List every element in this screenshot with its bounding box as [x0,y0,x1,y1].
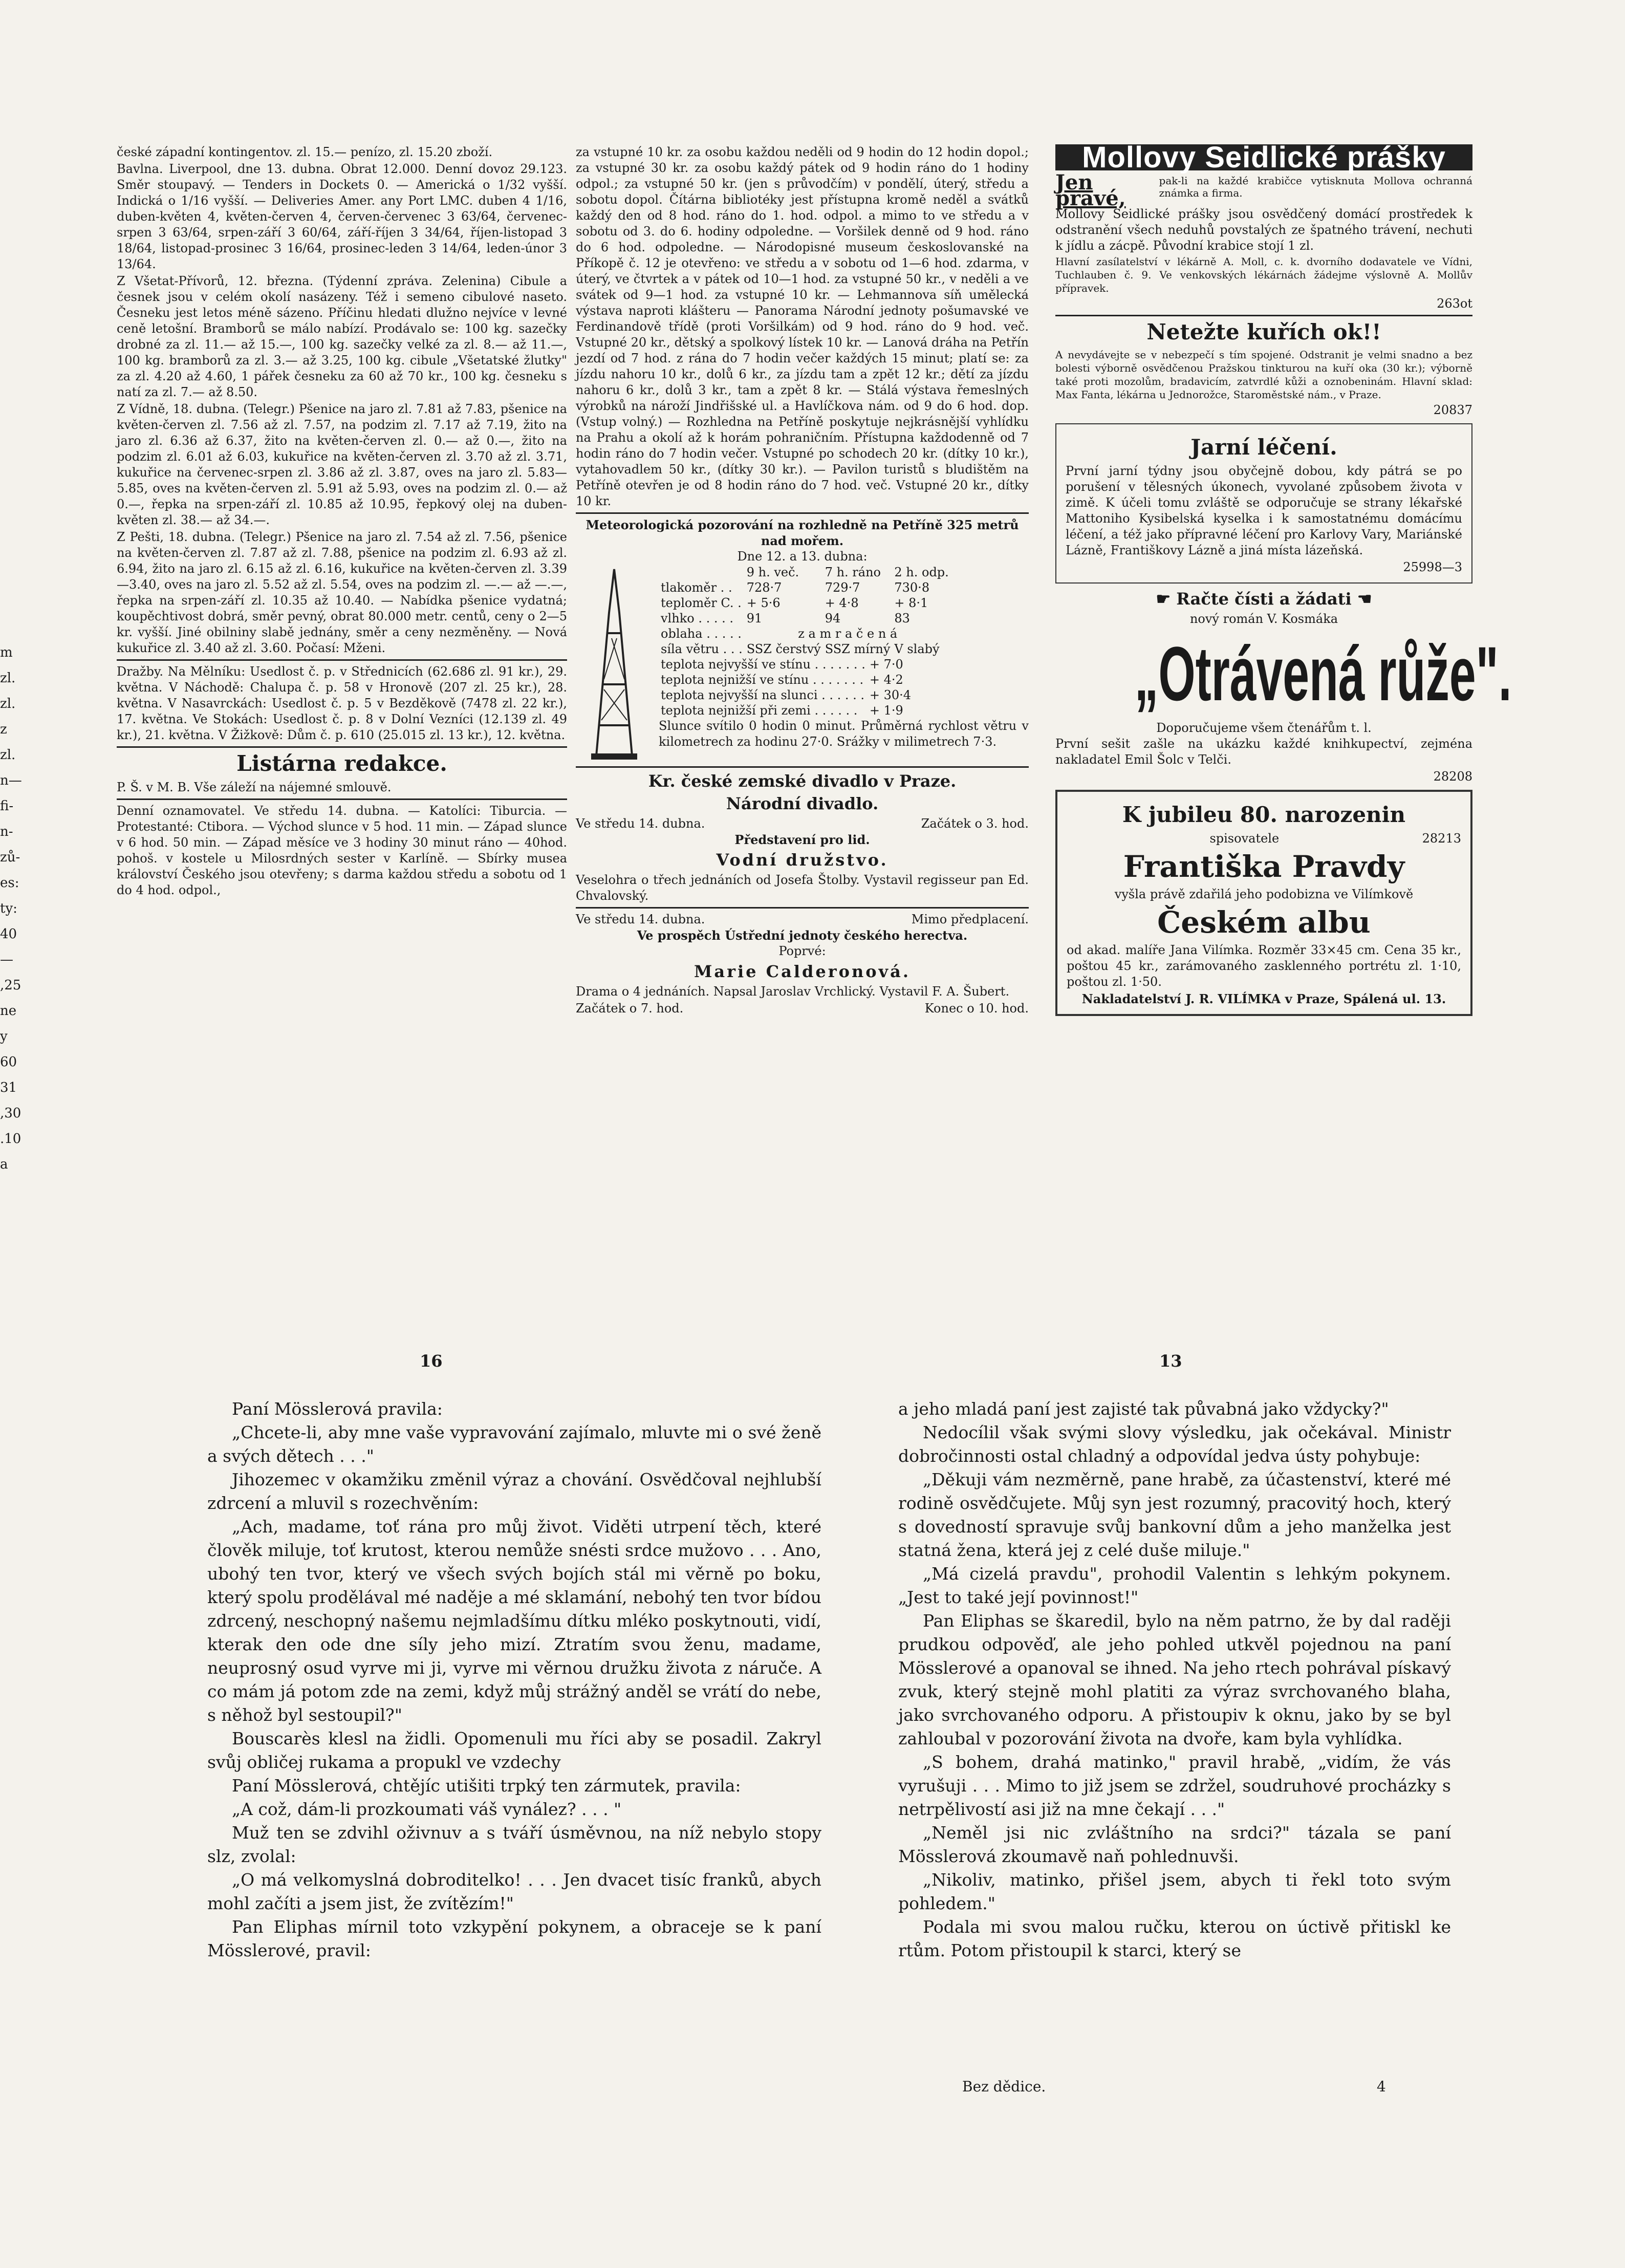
fragment: y [0,1029,8,1044]
moll-code: 263ot [1437,296,1472,311]
t2-first: Poprvé: [778,944,826,958]
meteo-header-row [659,565,951,580]
meteo-label: síla větru . . . [661,642,743,656]
col1-p6: Dražby. Na Mělníku: Usedlost č. p. v Střednicích (62.686 zl. 91 kr.), 29. května. V Náchodě: Chalupa č. p. 58 v Hronově (207 zl. 25 kr.), 28. května. V Nasavrckách: Usedlost č. p. 5 v Bezděkově (7478 zl. 22 kr.), 17. května. Ve Stokách: Usedlost č. p. 8 v Dolní Vezníci (12.139 zl. 49 kr.), 21. května. V Žižkově: Dům č. p. 610 (25.015 zl. 13 kr.), 12. května. [117,664,567,742]
fragment: zl. [0,696,16,711]
t2-note: Mimo předplacení. [911,912,1029,926]
footer-signature: Bez dědice. [962,2078,1046,2095]
moll-jen-pravo [1055,170,1472,210]
story-paragraph: „Ach, madame, toť rána pro můj život. Viděti utrpení těch, které člověk miluje, toť krutost, kterou nemůže snésti srdce mužovo . . . Ano, ubohý ten tvor, který ve všech svých bojích stál mi věrně po boku, který spolu prodělával mé naděje a mé sklamání, nebohý ten tvor bídou zdrcený, neschopný našemu nejmladšímu dítku mléko poskytnouti, vidí, kterak den ode dne síly jeho mizí. Ztratím svou ženu, madame, neuprosný osud vyrve mi ji, vyrve mi věrnou družku života z náruče. A co mám já potom zde na zemi, když můj strážný anděl se vrátí do nebe, s něhož byl sestoupil?" [207,1517,821,1725]
temp-val: + 1·9 [869,703,903,718]
fragment: — [0,952,13,967]
story-paragraph: Muž ten se zdvihl oživnuv a s tváří úsměvnou, na níž nebylo stopy slz, zvolal: [207,1823,821,1866]
pointing-hand-icon: ☛ [1156,589,1177,609]
spisovatele: spisovatele [1209,831,1280,846]
jarni-ad [1055,423,1472,584]
temp-label: teplota nejvyšší ve stínu . . . . . . . [661,657,865,672]
meteo-label: tlakoměr . . [661,580,732,595]
moll-text: Mollovy Seidlické prášky jsou osvědčený domácí prostředek k odstranění všech neduhů povstalých ze špatného trávení, nechuti k jídlu a zácpě. Původní krabice stojí 1 zl. [1055,207,1472,253]
vysla: vyšla právě zdařilá jeho podobizna ve Vilímkově [1114,887,1414,901]
divider [576,766,1029,768]
jen-pravo-note: pak-li na každé krabičce vytisknuta Mollova ochranná známka a firma. [1159,175,1472,199]
col1-p4: Z Vídně, 18. dubna. (Telegr.) Pšenice na jaro zl. 7.81 až 7.83, pšenice na květen-červen zl. 7.56 až zl. 7.57, na podzim zl. 7.17 až 7.19, žito na jaro zl. 6.36 až 6.37, žito na květen-červen zl. 0.— až 0.—, žito na podzim zl. 6.01 až 6.03, kukuřice na květen-červen zl. 3.70 až zl. 3.71, kukuřice na červenec-srpen zl. 3.86 až zl. 3.87, oves na jaro zl. 5.83—5.85, oves na květen-červen zl. 5.91 až 5.93, oves na podzim zl. 0.— až 0.—, řepka na srpen-září zl. 10.85 až 10.95, řepkový olej na duben-květen zl. 38.— až 34.—. [117,402,567,527]
story-paragraph: „A což, dám-li prozkoumati váš vynález? . . . " [232,1799,622,1819]
divider [576,907,1029,909]
col1-p1: české západní kontingentov. zl. 15.— penízo, zl. 15.20 zboží. [117,145,493,159]
spis-code: 28213 [1422,831,1461,846]
temp-table [659,657,913,718]
fragment: 31 [0,1080,17,1095]
fragment: fi- [0,798,14,814]
meteo-val: 730·8 [894,580,930,595]
fragment: zů- [0,850,20,865]
story-paragraph: „Má cizelá pravdu", prohodil Valentin s lehkým pokynem. „Jest to také její povinnost!" [898,1564,1451,1607]
lower-right-column [898,1397,1451,1962]
fragment: 40 [0,926,17,942]
spis-row [1067,831,1461,847]
column-3-ads [1055,141,1512,1021]
temp-row [659,672,913,687]
meteo-val: + 4·8 [825,596,859,610]
lower-left-column [207,1397,821,1962]
prvni-code: 28208 [1433,769,1472,784]
column-2 [576,144,1029,1017]
meteo-title: Meteorologická pozorování na rozhledně na Petříně 325 metrů nad mořem. [586,517,1019,548]
t1-info [576,816,1029,832]
t1-day: Ve středu 14. dubna. [576,816,705,831]
col1-p3: Z Všetat-Přívorů, 12. března. (Týdenní zpráva. Zelenina) Cibule a česnek jsou v celém okolí nasázeny. Též i semeno cibulové naseto. Česneku jest letos méně sázeno. Příčinu hledati dlužno nejvíce v levné ceně letošní. Bramborů se málo nabízí. Prodávalo se: 100 kg. sazečky drobné za zl. 11.— až 15.—, 100 kg. sazečky velké za zl. 8.— až 11.—, 100 kg. bramborů za zl. 3.— až 3.25, 100 kg. cibule „Všetatské žlutky" za zl. 4.20 až 4.60, 1 pářek česneku za 60 až 70 kr., 100 kg. česneku s natí za zl. 7.— až 8.50. [117,274,567,399]
col2-p1: za vstupné 10 kr. za osobu každou neděli od 9 hodin do 12 hodin dopol.; za vstupné 30 kr. za osobu každý pátek od 9 hodin ráno do 1 hodiny odpol.; za vstupné 50 kr. (jen s průvodčím) v pondělí, úterý, středu a sobotu dopol. Čítárna bibliotéky jest přístupna kromě neděl a svátků každý den od 8 hod. ráno do 1. hod. odpol. a mimo to ve středu a v sobotu od 3. do 6. hodiny odpoledne. — Voršilek denně od 9 hod. ráno do 6 hod. odpoledne. — Národopisné museum českoslovanské na Příkopě č. 12 je otevřeno: ve středu a v sobotu od 1—6 hod. zdarma, v úterý, ve čtvrtek a v pátek od 10—1 hod. za vstupné 50 kr., v neděli a ve svátek od 9—1 hod. za vstupné 10 kr. — Lehmannova síň umělecká výstava naproti klášteru — Panorama Národní jednoty pošumavské ve Ferdinandově třídě (proti Voršilkám) od 9 hod. ráno do 9 hod. več. Vstupné 20 kr., dětský a spolkový lístek 10 kr. — Lanová dráha na Petřín jezdí od 7 hod. z rána do 7 hodin večer každých 15 minut; platí se: za jízdu nahoru 10 kr., dolů 6 kr., za jízdu tam a zpět 12 kr.; dětí za jízdu nahoru 6 kr., dolů 3 kr., tam a zpět 8 kr. — Stálá výstava řemeslných výrobků na nároží Jindřišské ul. a Havlíčkova nám. od 9 do 6 hod. dop. (Vstup volný.) — Rozhledna na Petříně poskytuje nejkrásnější vyhlídku na Prahu a okolí až k horám pohraničním. Přístupna každodenně od 7 hodin ráno do 7 hodin večer. Vstupné po schodech 20 kr. (dítky 10 kr.), vytahovadlem 50 kr., (dítky 30 kr.). — Pavilon turistů s bludištěm na Petříně otevřen je od 8 hodin ráno do 7 hod. več. Vstupné 20 kr., dítky 10 kr. [576,145,1029,508]
prvni-sesit: První sešit zašle na ukázku každé knihkupectví, zejména nakladatel Emil Šolc v Telči. [1055,737,1472,767]
fragment: 60 [0,1054,17,1070]
novy-roman: nový román V. Kosmáka [1189,612,1338,626]
jarni-code: 25998—3 [1403,560,1462,574]
racte-text: Račte čísti a žádati [1176,589,1352,609]
temp-label: teplota nejnižší při zemi . . . . . . [661,703,858,718]
divider [117,798,567,800]
page-number-right: 13 [1159,1351,1182,1371]
meteo-val: + 5·6 [746,596,781,610]
fragment: n— [0,773,22,788]
story-paragraph: Pan Eliphas mírnil toto vzkypění pokynem, a obraceje se k paní Mösslerové, pravil: [207,1917,821,1960]
footer-sheet-number: 4 [1377,2078,1386,2095]
meteo-col-1: 7 h. ráno [825,565,881,579]
kurich-text: A nevydávejte se v nebezpečí s tím spojené. Odstranit je velmi snadno a bez bolesti výborně osvědčenou Pražskou tinkturou na kuří oka (30 kr.); výborně také proti mozolům, bradavicím, zatvrdlé kůži a oznobeninám. Hlavní sklad: Max Fanta, lékárna u Jednorožce, Staroměstské nám., v Praze. [1055,349,1472,401]
moll-addr: Hlavní zasílatelství v lékárně A. Moll, c. k. dvorního dodavatele ve Vídni, Tuchlauben č. 9. Ve venkovských lékárnách žádejme výslovně A. Mollův přípravek. [1055,255,1472,294]
page-number-left: 16 [420,1351,443,1371]
meteo-notes: Slunce svítilo 0 hodin 0 minut. Průměrná rychlost větru v kilometrech za hodinu 27·0. Srážky v milimetrech 7·3. [659,719,1029,749]
jubileu-ad [1055,790,1472,1016]
kurich-title: Netežte kuřích ok!! [1146,319,1381,344]
story-paragraph: „Neměl jsi nic zvláštního na srdci?" tázala se paní Mösslerová zkoumavě naň pohlednuvši. [898,1823,1451,1866]
divider [117,746,567,748]
fragment: n- [0,824,13,839]
temp-val: + 7·0 [869,657,903,672]
story-paragraph: Podala mi svou malou ručku, kterou on úctivě přitiskl ke rtům. Potom přistoupil k starci, který se [898,1917,1451,1960]
t1-desc: Veselohra o třech jednáních od Josefa Štolby. Vystavil regisseur pan Ed. Chvalovský. [576,873,1029,903]
meteo-date: Dne 12. a 13. dubna: [737,549,868,564]
temp-val: + 4·2 [869,673,903,687]
pointing-hand-icon: ☚ [1351,589,1372,609]
meteo-val: 91 [746,611,763,625]
fragment: zl. [0,671,16,686]
fragment: a [0,1157,8,1172]
fragment: ,30 [0,1106,21,1121]
temp-label: teplota nejnižší ve stínu . . . . . . . [661,673,864,687]
story-paragraph: Pan Eliphas se škaredil, bylo na něm patrno, že by dal raději prudkou odpověď, ale jeho pohled utkvěl pojednou na paní Mösslerové a opanoval se ihned. Na jeho rtech pohrával pískavý zvuk, který stejně mohl platiti za výraz svrchovaného blaha, jako svrchovaného odporu. A přistoupiv k oknu, jako by se byl zahloubal v pozorování života na dvoře, kam byla vyhlídka. [898,1611,1451,1748]
oblaha-value: z a m r a č e n á [798,627,898,641]
story-paragraph: „Děkuji vám nezměrně, pane hrabě, za účastenství, které mé rodině osvědčujete. Můj syn jest rozumný, pracovitý hoch, který s dovedností spravuje svůj bankovní dům a jeho manželka jest statná žena, která jej z celé duše miluje." [898,1470,1451,1560]
otravena-title: „Otrávená růže". [1134,631,1512,717]
fragment: zl. [0,747,16,763]
theatre-title: Kr. české zemské divadlo v Praze. [648,771,957,791]
fragment: .10 [0,1131,21,1147]
meteo-table [659,565,951,657]
t2-day: Ve středu 14. dubna. [576,912,705,926]
fragment: ty: [0,901,17,916]
t1-label: Představení pro lid. [734,832,870,847]
story-paragraph: Bouscarès klesl na židli. Opomenuli mu říci aby se posadil. Zakryl svůj obličej rukama a propukl ve vzdechy [207,1729,821,1772]
story-paragraph: Jihozemec v okamžiku změnil výraz a chování. Osvědčoval nejhlubší zdrcení a mluvil s rozechvěním: [207,1470,821,1513]
t2-start: Začátek o 7. hod. [576,1001,684,1016]
meteo-val: + 8·1 [894,596,928,610]
col1-p2: Bavlna. Liverpool, dne 13. dubna. Obrat 12.000. Denní dovoz 29.123. Směr stoupavý. — Tenders in Dockets 0. — Americká o 1/32 vyšší. Indická o 1/16 vyšší. — Deliveries Amer. any Port LMC. duben 4 1/16, duben-květen 4, květen-červen 4, červen-červenec 3 63/64, červenec-srpen 3 63/64, srpen-září 3 60/64, září-říjen 3 34/64, říjen-listopad 3 18/64, listopad-prosinec 3 16/64, prosinec-leden 3 14/64, leden-únor 3 13/64. [117,162,567,271]
listarna-title: Listárna redakce. [236,751,447,776]
ceskem-title: Českém albu [1157,905,1371,940]
meteo-val: 83 [894,611,910,625]
album-text: od akad. malíře Jana Vilímka. Rozměr 33×45 cm. Cena 35 kr., poštou 45 kr., zarámovaného zasklenného portrétu zl. 1·10, poštou zl. 1·50. [1067,943,1461,989]
t2-end: Konec o 10. hod. [924,1001,1029,1016]
divider [117,659,567,661]
theatre-sub: Národní divadlo. [726,794,879,813]
t2-info [576,912,1029,927]
petrin-tower-illustration [576,567,653,761]
fragment: z [0,722,7,737]
frantiska-title: Františka Pravdy [1123,849,1405,884]
story-paragraph: a jeho mladá paní jest zajisté tak půvabná jako vždycky?" [898,1399,1389,1419]
meteo-col-2: 2 h. odp. [894,565,949,579]
sila-val: SSZ čerstvý [746,642,821,656]
t2-desc: Drama o 4 jednáních. Napsal Jaroslav Vrchlický. Vystavil F. A. Šubert. [576,984,1010,999]
sila-val: SSZ mírný [825,642,891,656]
fragment: es: [0,875,19,891]
story-paragraph: „O má velkomyslná dobroditelko! . . . Jen dvacet tisíc franků, abych mohl začíti a jsem jist, že zvítězím!" [207,1870,821,1913]
temp-label: teplota nejvyšší na slunci . . . . . . [661,688,865,702]
meteo-row [659,626,951,641]
fragment: ,25 [0,978,21,993]
listarna-text: P. Š. v M. B. Vše záleží na nájemné smlouvě. [117,780,392,794]
meteo-val: 94 [825,611,841,625]
jarni-title: Jarní léčení. [1190,435,1337,460]
moll-banner: Mollovy Seidlické prášky [1055,144,1472,170]
temp-val: + 30·4 [869,688,912,702]
temp-row [659,687,913,703]
meteo-row [659,595,951,611]
story-paragraph: Paní Mösslerová, chtějíc utišiti trpký ten zármutek, pravila: [232,1776,741,1796]
meteo-label: oblaha . . . . . [661,627,742,641]
kurich-code: 20837 [1433,403,1472,417]
t2-label: Ve prospěch Ústřední jednoty českého herectva. [637,928,968,943]
divider [1055,315,1472,316]
jubileu-title: K jubileu 80. narozenin [1122,802,1406,827]
sila-val: V slabý [894,642,940,656]
t1-start: Začátek o 3. hod. [921,816,1029,831]
meteo-val: 728·7 [746,580,782,595]
column-1 [117,144,567,899]
meteo-row [659,641,951,657]
col1-p7: Denní oznamovatel. Ve středu 14. dubna. — Katolíci: Tiburcia. — Protestanté: Ctibora. — Východ slunce v 5 hod. 11 min. — Západ slunce v 6 hod. 50 min. — Západ měsíce ve 3 hodiny 30 minut ráno — 40hod. pohoš. v kostele u Milosrdných sester v Karlíně. — Sbírky musea království Českého jsou otevřeny; s darma každou středu a sobotu od 1 do 4 hod. odpol., [117,804,567,897]
meteo-row [659,580,951,595]
temp-row [659,657,913,672]
story-paragraph: Paní Mösslerová pravila: [232,1399,443,1419]
doporucujeme: Doporučujeme všem čtenářům t. l. [1156,721,1372,735]
col1-p5: Z Pešti, 18. dubna. (Telegr.) Pšenice na jaro zl. 7.54 až zl. 7.56, pšenice na květen-červen zl. 7.87 až zl. 7.88, pšenice na podzim zl. 6.93 až zl. 6.94, žito na jaro zl. 6.15 až zl. 6.16, kukuřice na květen-červen zl. 3.39—3.40, oves na jaro zl. 5.52 až zl. 5.54, oves na podzim zl. —.— až —.—, řepka na srpen-září zl. 10.35 až 10.40. — Nabídka pšenice vydatná; koupěchtivost dobrá, směr pevný, obrat 80.000 metr. centů, ceny o 2—5 kr. vyšší. Jiné obilniny slabě jednány, směr a ceny nezměněny. — Nová kukuřice zl. 3.40 až zl. 3.60. Počasí: Mženi. [117,530,567,655]
story-paragraph: „Nikoliv, matinko, přišel jsem, abych ti řekl toto svým pohledem." [898,1870,1451,1913]
racte-heading [1055,589,1472,609]
fragment: m [0,645,13,660]
nakl: Nakladatelství J. R. VILÍMKA v Praze, Spálená ul. 13. [1081,991,1446,1006]
story-paragraph: Nedocílil však svými slovy výsledku, jak očekával. Ministr dobročinnosti ostal chladný a odpovídal jedva ústy pohybuje: [898,1422,1451,1466]
fragment: ne [0,1003,17,1019]
jarni-text: První jarní týdny jsou obyčejně dobou, kdy pátrá se po porušení v tělesných úkonech, vyvolané způsobem života v zimě. K účeli tomu zvláště se odporučuje se strany lékařské Mattoniho Kysibelská kyselka i k samostatnému domácímu léčení, a též jako přípravné léčení pro Karlovy Vary, Mariánské Lázně, Františkovy Lázně a jiná místa lázeňská. [1066,464,1462,557]
t1-play: Vodní družstvo. [716,850,889,870]
meteo-label: vlhko . . . . . [661,611,733,625]
meteo-row [659,611,951,626]
temp-row [659,703,913,718]
jen-pravo: Jen pravé, [1055,170,1126,210]
t2-times [576,1001,1029,1017]
meteo-val: 729·7 [825,580,860,595]
divider [576,512,1029,514]
t2-play: Marie Calderonová. [694,962,911,981]
cutoff-margin-fragments [0,640,41,1177]
meteo-label: teploměr C. . [661,596,742,610]
meteo-col-0: 9 h. več. [746,565,799,579]
story-paragraph: „S bohem, drahá matinko," pravil hrabě, „vidím, že vás vyrušuji . . . Mimo to již jsem se zdržel, soudruhové procházky s netrpělivostí asi již na mne čekají . . ." [898,1752,1451,1819]
story-paragraph: „Chcete-li, aby mne vaše vypravování zajímalo, mluvte mi o své ženě a svých dětech . . ." [207,1422,821,1466]
